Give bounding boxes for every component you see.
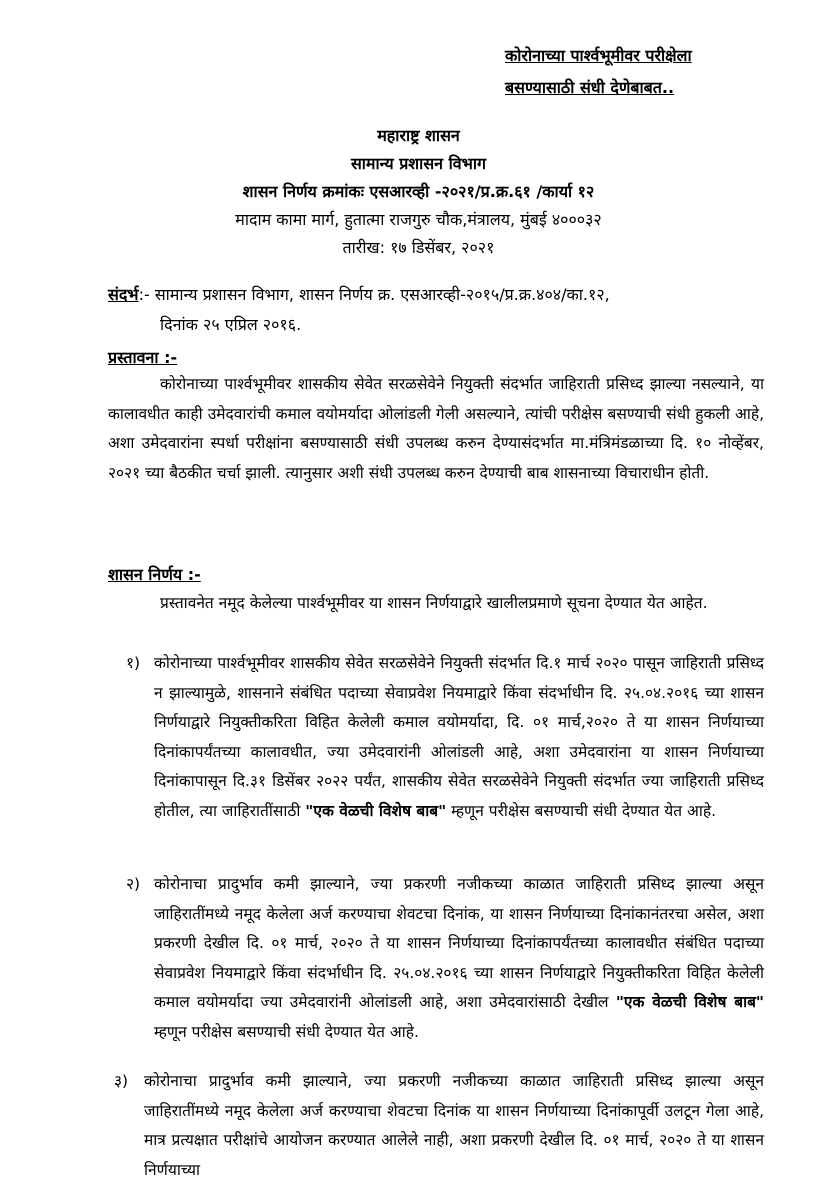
item-text-part: म्हणून परीक्षेस बसण्याची संधी देण्यात येत आहे. — [154, 1022, 419, 1041]
department-name: सामान्य प्रशासन विभाग — [350, 154, 487, 173]
decision-item-3 — [108, 1067, 764, 1185]
item-text-part: कोरोनाचा प्रादुर्भाव कमी झाल्याने, ज्या प्रकरणी नजीकच्या काळात जाहिराती प्रसिध्द झाल्या असून जाहिरातींमध्ये नमूद केलेला अर्ज करण्याचा शेवटचा दिनांक, या शासन निर्णयाच्या दिनांकानंतरचा असेल, अशा प्रकरणी देखील दि. ०१ मार्च, २०२० ते या शासन निर्णयाच्या दिनांकापर्यंतच्या कालावधीत संबंधित पदाच्या सेवाप्रवेश नियमाद्वारे किंवा संदर्भाधीन दि. २५.०४.२०१६ च्या शासन निर्णयाद्वारे नियुक्तीकरिता विहित केलेली कमाल वयोमर्यादा ज्या उमेदवारांनी ओलांडली आहे, अशा उमेदवारांसाठी देखील — [154, 875, 764, 1012]
subject-heading — [505, 40, 805, 104]
document-header — [0, 122, 837, 262]
reference-label: संदर्भ — [108, 285, 139, 304]
item-text-part: म्हणून परीक्षेस बसण्याची संधी देण्यात येत आहे. — [446, 801, 717, 820]
resolution-number: शासन निर्णय क्रमांकः एसआरव्ही -२०२१/प्र.क्र.६१ /कार्या १२ — [242, 182, 595, 201]
item-number: १) — [126, 654, 141, 672]
reference-text-2: दिनांक २५ एप्रिल २०१६. — [160, 315, 302, 334]
decision-item-2 — [108, 870, 764, 1048]
item-text-part: कोरोनाचा प्रादुर्भाव कमी झाल्याने, ज्या प्रकरणी नजीकच्या काळात जाहिराती प्रसिध्द झाल्या असून जाहिरातींमध्ये नमूद केलेला अर्ज करण्याचा शेवटचा दिनांक या शासन निर्णयाच्या दिनांकापूर्वी उलटून गेला आहे, मात्र प्रत्यक्षात परीक्षांचे आयोजन करण्यात आलेले नाही, अशा प्रकरणी देखील दि. ०१ मार्च, २०२० ते या शासन निर्णयाच्या — [144, 1072, 764, 1179]
preamble-body: कोरोनाच्या पार्श्वभूमीवर शासकीय सेवेत सरळसेवेने नियुक्ती संदर्भात जाहिराती प्रसिध्द झाल्या नसल्याने, या कालावधीत काही उमेदवारांची कमाल वयोमर्यादा ओलांडली गेली असल्याने, त्यांची परीक्षेस बसण्याची संधी हुकली आहे, अशा उमेदवारांना स्पर्धा परीक्षांना बसण्यासाठी संधी उपलब्ध करुन देण्यासंदर्भात मा.मंत्रिमंडळाच्या दि. १० नोव्हेंबर, २०२१ च्या बैठकीत चर्चा झाली. त्यानुसार अशी संधी उपलब्ध करुन देण्याची बाब शासनाच्या विचाराधीन होती. — [108, 375, 764, 482]
government-name: महाराष्ट्र शासन — [377, 126, 460, 145]
item-number: २) — [126, 875, 141, 893]
item-text-part: कोरोनाच्या पार्श्वभूमीवर शासकीय सेवेत सरळसेवेने नियुक्ती संदर्भात दि.१ मार्च २०२० पासून जाहिराती प्रसिध्द न झाल्यामुळे, शासनाने संबंधित पदाच्या सेवाप्रवेश नियमाद्वारे किंवा संदर्भाधीन दि. २५.०४.२०१६ च्या शासन निर्णयाद्वारे नियुक्तीकरिता विहित केलेली कमाल वयोमर्यादा, दि. ०१ मार्च,२०२० ते या शासन निर्णयाच्या दिनांकापर्यंतच्या कालावधीत, ज्या उमेदवारांनी ओलांडली आहे, अशा उमेदवारांना या शासन निर्णयाच्या दिनांकापासून दि.३१ डिसेंबर २०२२ पर्यंत, शासकीय सेवेत सरळसेवेने नियुक्ती संदर्भात ज्या जाहिराती प्रसिध्द होतील, त्या जाहिरातींसाठी — [154, 654, 764, 820]
reference-block — [108, 280, 788, 340]
item-text — [154, 649, 764, 827]
item-text-bold: "एक वेळची विशेष बाब" — [615, 993, 765, 1012]
decision-intro: प्रस्तावनेत नमूद केलेल्या पार्श्वभूमीवर या शासन निर्णयाद्वारे खालीलप्रमाणे सूचना देण्यात येत आहेत. — [160, 594, 708, 612]
reference-text-1: :- सामान्य प्रशासन विभाग, शासन निर्णय क्र. एसआरव्ही-२०१५/प्र.क्र.४०४/का.१२, — [138, 285, 610, 304]
preamble-title: प्रस्तावना :- — [108, 348, 178, 367]
item-text-bold: "एक वेळची विशेष बाब" — [305, 801, 447, 820]
date-line: तारीख: १७ डिसेंबर, २०२१ — [342, 238, 495, 257]
item-text — [144, 1067, 764, 1185]
item-text — [154, 870, 764, 1048]
decision-item-1 — [108, 649, 764, 827]
subject-line-1: कोरोनाच्या पार्श्वभूमीवर परीक्षेला — [505, 46, 692, 65]
subject-line-2: बसण्यासाठी संधी देणेबाबत.. — [505, 78, 675, 97]
address: मादाम कामा मार्ग, हुतात्मा राजगुरु चौक,मंत्रालय, मुंबई ४०००३२ — [235, 210, 602, 229]
item-number: ३) — [114, 1072, 129, 1090]
decision-title: शासन निर्णय :- — [108, 565, 201, 584]
